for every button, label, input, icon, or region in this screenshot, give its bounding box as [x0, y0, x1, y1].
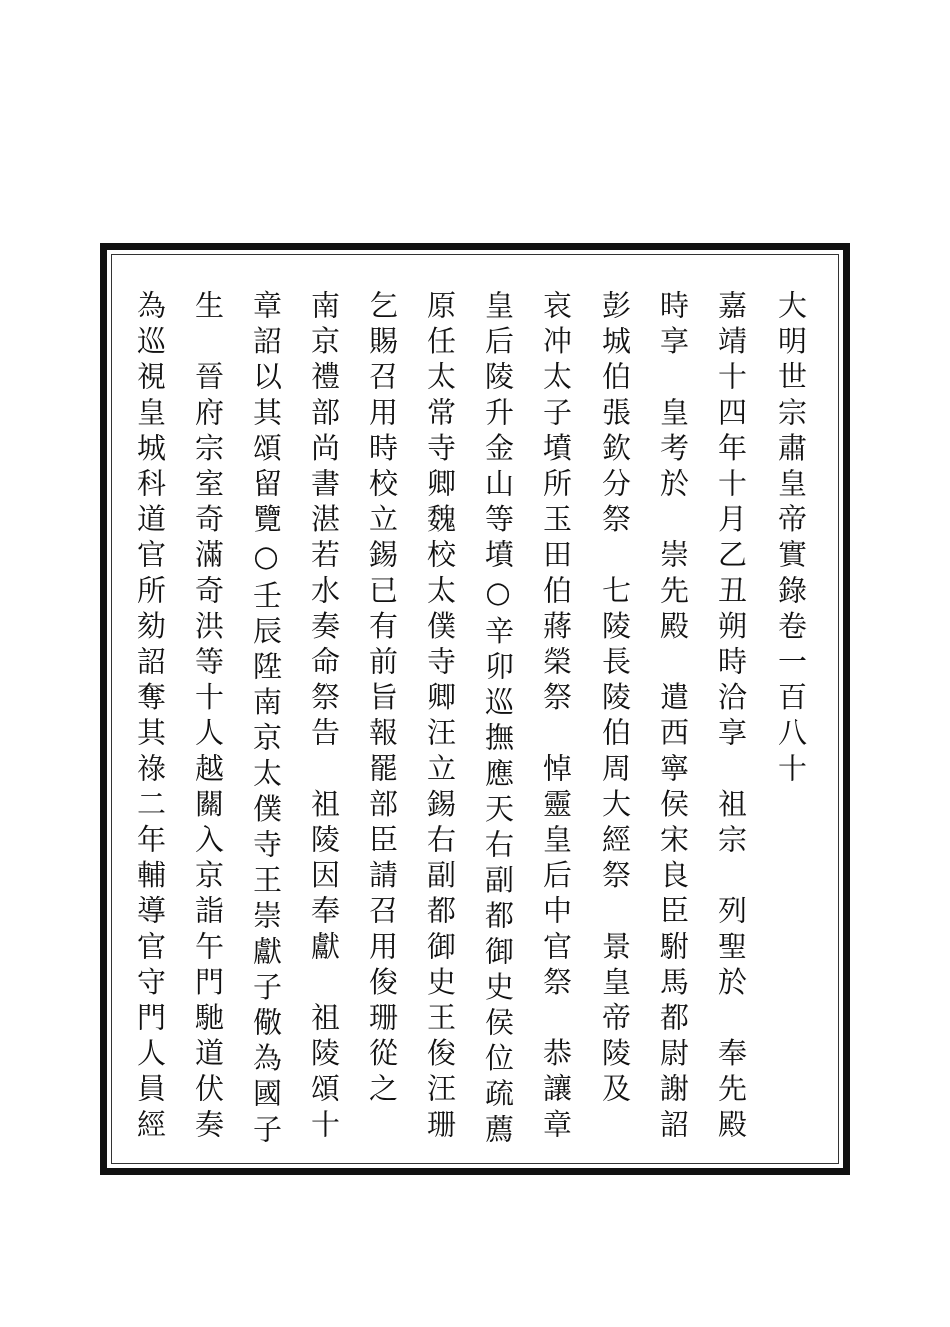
text-column-1: 大明世宗肅皇帝實錄卷一百八十 [774, 290, 808, 789]
text-column-2: 嘉靖十四年十月乙丑朔時洽享 祖宗 列聖於 奉先殿 [714, 290, 748, 1145]
text-column-5: 哀冲太子墳所玉田伯蔣榮祭 悼靈皇后中官祭 恭讓章 [539, 290, 573, 1145]
text-column-12: 為巡視皇城科道官所劾詔奪其祿二年輔導官守門人員經 [133, 290, 167, 1145]
text-column-9: 南京禮部尚書湛若水奏命祭告 祖陵因奉獻 祖陵頌十 [307, 290, 341, 1145]
text-column-10: 章詔以其頌留覽○壬辰陞南京太僕寺王崇獻子儆為國子 [249, 290, 283, 1150]
text-column-4: 彭城伯張欽分祭 七陵長陵伯周大經祭 景皇帝陵及 [598, 290, 632, 1109]
text-column-3: 時享 皇考於 崇先殿 遣西寧侯宋良臣駙馬都尉謝詔 [656, 290, 690, 1145]
text-column-7: 原任太常寺卿魏校太僕寺卿汪立錫右副都御史王俊汪珊 [423, 290, 457, 1145]
text-column-11: 生 晉府宗室奇滿奇洪等十人越關入京詣午門馳道伏奏 [191, 290, 225, 1145]
text-column-8: 乞賜召用時校立錫已有前旨報罷部臣請召用俊珊從之 [365, 290, 399, 1109]
text-column-6: 皇后陵升金山等墳○辛卯巡撫應天右副都御史侯位疏薦 [481, 290, 515, 1150]
